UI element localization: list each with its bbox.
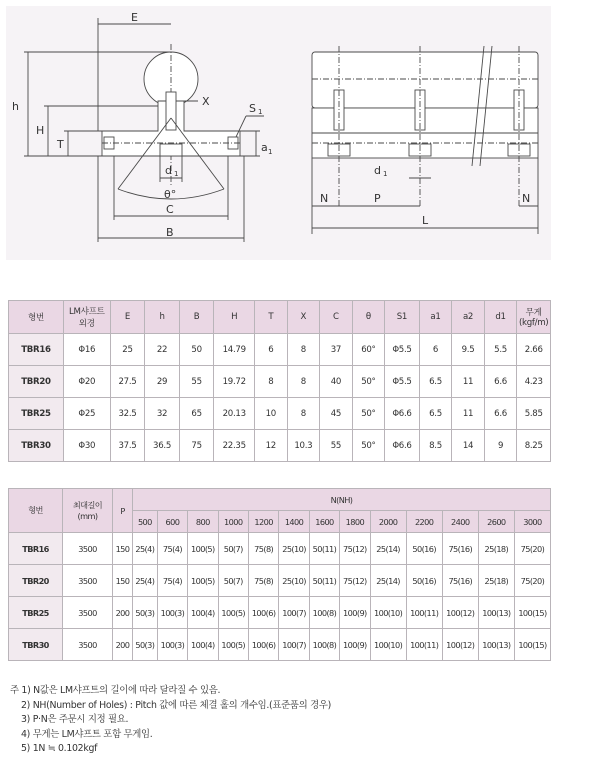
table-row <box>9 565 551 597</box>
spec-cell: 12 <box>255 430 288 462</box>
spec-cell: 36.5 <box>145 430 180 462</box>
spec-cell: 50 <box>179 334 214 366</box>
spec-header-cell: a2 <box>452 301 485 334</box>
label-P: P <box>374 192 381 205</box>
length-header-cell: 1400 <box>279 511 309 533</box>
label-d1: d <box>165 164 172 177</box>
length-cell: 100(6) <box>248 629 278 661</box>
spec-cell: 8 <box>255 366 288 398</box>
spec-header-cell: E <box>110 301 145 334</box>
spec-cell: 29 <box>145 366 180 398</box>
spec-header-cell: h <box>145 301 180 334</box>
length-cell: 25(18) <box>478 565 514 597</box>
spec-cell: 55 <box>179 366 214 398</box>
spec-cell: 20.13 <box>214 398 255 430</box>
spec-cell: 8.5 <box>419 430 452 462</box>
spec-header-cell: θ <box>352 301 385 334</box>
spec-cell: Φ20 <box>63 366 110 398</box>
spec-cell: 8 <box>287 366 320 398</box>
length-cell: 50(7) <box>218 565 248 597</box>
spec-cell: Φ30 <box>63 430 110 462</box>
length-cell: 75(12) <box>340 565 370 597</box>
length-cell: 100(4) <box>188 597 218 629</box>
length-cell: 25(4) <box>133 565 158 597</box>
length-cell: 100(6) <box>248 597 278 629</box>
spec-cell: 27.5 <box>110 366 145 398</box>
length-header-cell: 1000 <box>218 511 248 533</box>
model-cell: TBR16 <box>9 533 63 565</box>
length-cell: 100(11) <box>406 597 442 629</box>
length-cell: 3500 <box>63 565 113 597</box>
length-cell: 100(8) <box>309 597 339 629</box>
length-table-body <box>9 533 551 661</box>
spec-cell: 25 <box>110 334 145 366</box>
length-cell: 100(10) <box>370 597 406 629</box>
spec-header-cell: X <box>287 301 320 334</box>
length-header-cell: 1200 <box>248 511 278 533</box>
header-model: 형번 <box>9 489 63 533</box>
spec-cell: 11 <box>452 398 485 430</box>
length-cell: 50(16) <box>406 565 442 597</box>
spec-header-cell: H <box>214 301 255 334</box>
label-N-left: N <box>320 192 329 205</box>
length-cell: 75(12) <box>340 533 370 565</box>
header-max-length: 최대길이 (mm) <box>63 489 113 533</box>
label-d1-sub: 1 <box>174 170 179 178</box>
spec-cell: Φ5.5 <box>385 366 420 398</box>
spec-cell: Φ6.6 <box>385 398 420 430</box>
spec-cell: 6.5 <box>419 366 452 398</box>
label-H: H <box>36 124 45 137</box>
spec-cell: Φ6.6 <box>385 430 420 462</box>
spec-header-cell: T <box>255 301 288 334</box>
spec-cell: 50° <box>352 398 385 430</box>
note-5: 5) 1N ≒ 0.102kgf <box>21 743 98 755</box>
label-S1-sub: 1 <box>258 108 263 116</box>
header-pitch: P <box>113 489 133 533</box>
length-cell: 25(4) <box>133 533 158 565</box>
spec-cell: 9 <box>484 430 517 462</box>
length-header-cell: 1600 <box>309 511 339 533</box>
length-cell: 3500 <box>63 629 113 661</box>
spec-cell: Φ16 <box>63 334 110 366</box>
spec-cell: 6 <box>419 334 452 366</box>
spec-cell: 5.85 <box>517 398 551 430</box>
model-cell: TBR30 <box>9 430 64 462</box>
spec-cell: 6.6 <box>484 398 517 430</box>
spec-cell: 65 <box>179 398 214 430</box>
length-table <box>8 488 551 661</box>
length-header-row-1 <box>9 489 551 511</box>
label-L: L <box>422 214 429 227</box>
length-cell: 100(12) <box>442 629 478 661</box>
model-cell: TBR30 <box>9 629 63 661</box>
spec-cell: 6.5 <box>419 398 452 430</box>
spec-cell: 60° <box>352 334 385 366</box>
length-cell: 100(13) <box>478 597 514 629</box>
length-header-cell: 1800 <box>340 511 370 533</box>
length-cell: 100(11) <box>406 629 442 661</box>
spec-cell: 4.23 <box>517 366 551 398</box>
length-cell: 150 <box>113 565 133 597</box>
length-cell: 100(15) <box>514 597 550 629</box>
length-cell: 100(4) <box>188 629 218 661</box>
length-cell: 100(7) <box>279 597 309 629</box>
spec-cell: 14.79 <box>214 334 255 366</box>
length-cell: 100(3) <box>157 597 187 629</box>
table-row <box>9 597 551 629</box>
length-cell: 25(14) <box>370 565 406 597</box>
spec-cell: 2.66 <box>517 334 551 366</box>
model-cell: TBR25 <box>9 597 63 629</box>
length-header-cell: 800 <box>188 511 218 533</box>
length-cell: 50(11) <box>309 565 339 597</box>
length-cell: 50(3) <box>133 597 158 629</box>
spec-cell: 8 <box>287 398 320 430</box>
spec-cell: 37.5 <box>110 430 145 462</box>
length-cell: 50(16) <box>406 533 442 565</box>
length-cell: 100(5) <box>218 629 248 661</box>
note-4: 4) 무게는 LM샤프트 포함 무게임. <box>21 728 153 740</box>
length-cell: 50(7) <box>218 533 248 565</box>
label-E: E <box>131 11 138 24</box>
length-cell: 25(18) <box>478 533 514 565</box>
spec-cell: 10 <box>255 398 288 430</box>
spec-cell: 22.35 <box>214 430 255 462</box>
model-cell: TBR20 <box>9 366 64 398</box>
spec-cell: 40 <box>320 366 353 398</box>
model-cell: TBR16 <box>9 334 64 366</box>
spec-table <box>8 300 551 462</box>
label-B: B <box>166 226 174 239</box>
length-cell: 75(20) <box>514 533 550 565</box>
spec-header-cell: S1 <box>385 301 420 334</box>
spec-cell: 5.5 <box>484 334 517 366</box>
length-header-cell: 500 <box>133 511 158 533</box>
label-theta: θ° <box>164 188 177 201</box>
spec-cell: 11 <box>452 366 485 398</box>
note-1: 주 1) N값은 LM샤프트의 길이에 따라 달라질 수 있음. <box>10 685 221 696</box>
label-T: T <box>57 138 64 151</box>
length-cell: 25(10) <box>279 533 309 565</box>
length-header-cell: 2000 <box>370 511 406 533</box>
table-row <box>9 334 551 366</box>
length-cell: 100(5) <box>188 533 218 565</box>
length-cell: 25(10) <box>279 565 309 597</box>
spec-cell: 9.5 <box>452 334 485 366</box>
length-cell: 100(15) <box>514 629 550 661</box>
length-cell: 200 <box>113 597 133 629</box>
note-2: 2) NH(Number of Holes) : Pitch 값에 따른 체결 홀의 개수임.(표준품의 경우) <box>21 699 331 711</box>
length-cell: 75(16) <box>442 565 478 597</box>
table-row <box>9 398 551 430</box>
length-cell: 75(8) <box>248 533 278 565</box>
length-cell: 100(3) <box>157 629 187 661</box>
technical-drawing <box>6 6 551 260</box>
label-X: X <box>202 95 210 108</box>
label-N-right: N <box>522 192 531 205</box>
table-row <box>9 430 551 462</box>
length-header-cell: 3000 <box>514 511 550 533</box>
length-cell: 100(12) <box>442 597 478 629</box>
length-cell: 50(3) <box>133 629 158 661</box>
note-3: 3) P·N은 주문시 지정 필요. <box>21 714 129 726</box>
spec-cell: 50° <box>352 430 385 462</box>
spec-header-cell: 형번 <box>9 301 64 334</box>
table-row <box>9 533 551 565</box>
length-cell: 100(9) <box>340 597 370 629</box>
label-d1-right: d <box>374 164 381 177</box>
length-cell: 100(13) <box>478 629 514 661</box>
spec-table-body <box>9 334 551 462</box>
length-cell: 200 <box>113 629 133 661</box>
spec-header-cell: C <box>320 301 353 334</box>
spec-cell: 8 <box>287 334 320 366</box>
spec-header-cell: d1 <box>484 301 517 334</box>
length-cell: 100(5) <box>188 565 218 597</box>
length-cell: 75(8) <box>248 565 278 597</box>
label-d1-right-sub: 1 <box>383 170 388 178</box>
spec-header-cell: 무게 (kgf/m) <box>517 301 551 334</box>
spec-cell: 32 <box>145 398 180 430</box>
length-cell: 100(7) <box>279 629 309 661</box>
length-header-cell: 2400 <box>442 511 478 533</box>
spec-header-cell: a1 <box>419 301 452 334</box>
spec-cell: 14 <box>452 430 485 462</box>
label-C: C <box>166 203 174 216</box>
table-row <box>9 366 551 398</box>
length-cell: 3500 <box>63 597 113 629</box>
label-S1: S <box>249 102 256 115</box>
length-cell: 3500 <box>63 533 113 565</box>
length-header-cell: 2200 <box>406 511 442 533</box>
drawing-svg <box>6 6 551 260</box>
label-h: h <box>12 100 19 113</box>
spec-cell: 75 <box>179 430 214 462</box>
spec-header-row <box>9 301 551 334</box>
notes <box>10 684 331 757</box>
spec-cell: 45 <box>320 398 353 430</box>
spec-header-cell: B <box>179 301 214 334</box>
length-cell: 100(5) <box>218 597 248 629</box>
spec-cell: 19.72 <box>214 366 255 398</box>
length-cell: 75(20) <box>514 565 550 597</box>
spec-cell: 55 <box>320 430 353 462</box>
length-cell: 75(4) <box>157 533 187 565</box>
spec-header-cell: LM샤프트 외경 <box>63 301 110 334</box>
spec-cell: Φ5.5 <box>385 334 420 366</box>
length-cell: 75(16) <box>442 533 478 565</box>
model-cell: TBR20 <box>9 565 63 597</box>
length-cell: 50(11) <box>309 533 339 565</box>
spec-cell: Φ25 <box>63 398 110 430</box>
spec-cell: 32.5 <box>110 398 145 430</box>
length-cell: 100(8) <box>309 629 339 661</box>
spec-cell: 50° <box>352 366 385 398</box>
length-cell: 100(9) <box>340 629 370 661</box>
length-cell: 100(10) <box>370 629 406 661</box>
table-row <box>9 629 551 661</box>
spec-cell: 22 <box>145 334 180 366</box>
label-a1: a <box>261 141 268 154</box>
spec-cell: 10.3 <box>287 430 320 462</box>
spec-cell: 6 <box>255 334 288 366</box>
header-n-nh: N(NH) <box>133 489 551 511</box>
length-cell: 150 <box>113 533 133 565</box>
length-cell: 75(4) <box>157 565 187 597</box>
spec-cell: 6.6 <box>484 366 517 398</box>
label-a1-sub: 1 <box>268 148 273 156</box>
length-header-cell: 2600 <box>478 511 514 533</box>
length-cell: 25(14) <box>370 533 406 565</box>
length-header-cell: 600 <box>157 511 187 533</box>
spec-cell: 8.25 <box>517 430 551 462</box>
model-cell: TBR25 <box>9 398 64 430</box>
spec-cell: 37 <box>320 334 353 366</box>
